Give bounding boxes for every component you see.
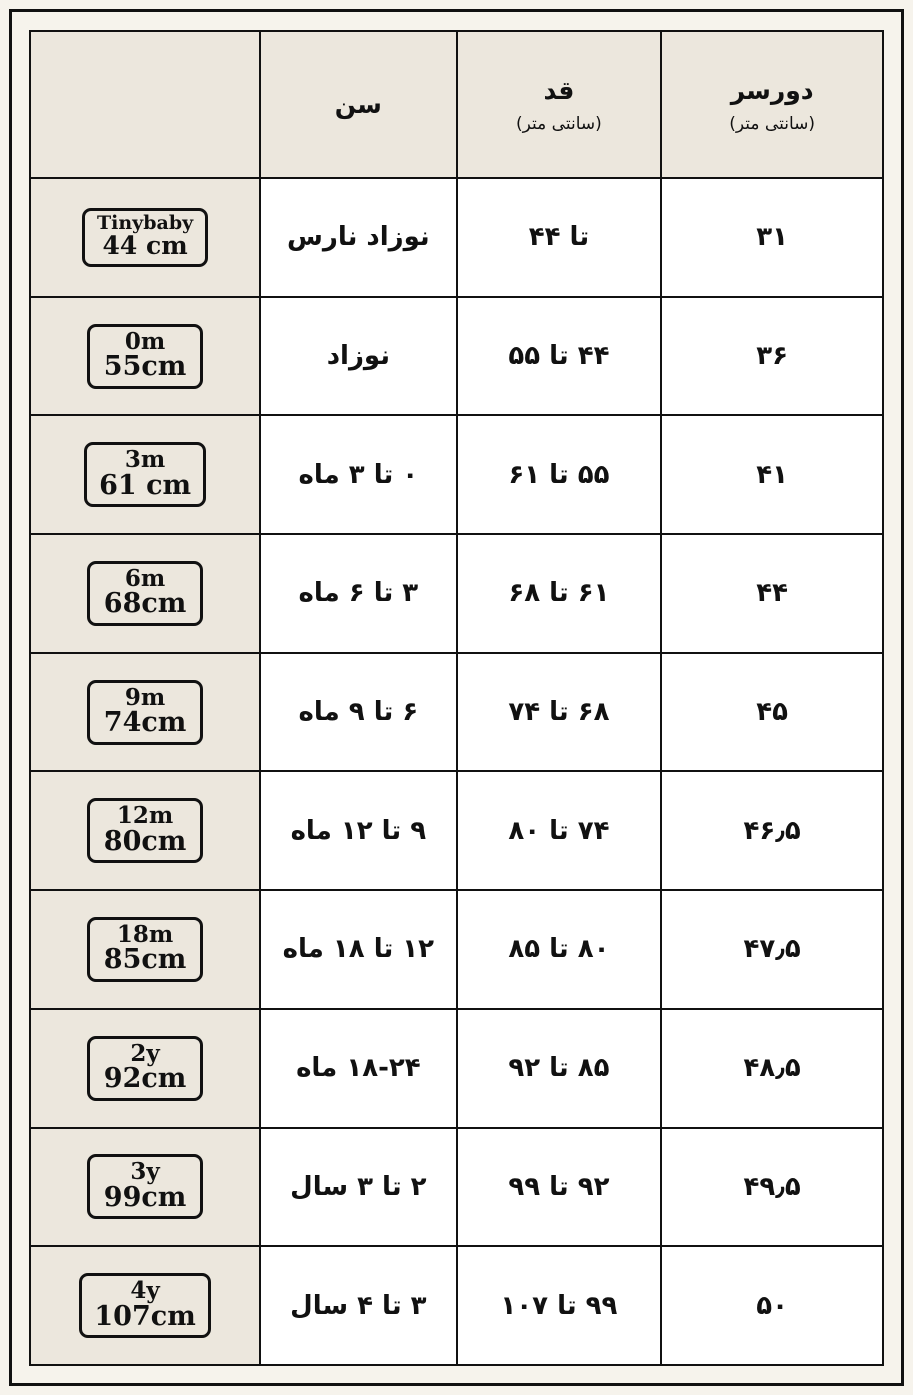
table-row [30,297,883,416]
cell-height: ۸۵ تا ۹۲ [457,1009,662,1128]
size-tag-badge [87,561,203,626]
size-tag-badge [87,324,203,389]
cell-age: ۱۸-۲۴ ماه [260,1009,456,1128]
size-tag-label: Tinybaby [97,211,194,234]
cell-size-tag [30,1009,260,1128]
cell-head-circumference: ۴۸٫۵ [661,1009,883,1128]
cell-height: تا ۴۴ [457,178,662,297]
column-header-head-circumference-title: دورسر [730,76,814,106]
cell-height: ۹۹ تا ۱۰۷ [457,1246,662,1365]
cell-head-circumference: ۳۶ [661,297,883,416]
table-row [30,1246,883,1365]
cell-head-circumference: ۵۰ [661,1246,883,1365]
cell-age: نوزاد [260,297,456,416]
size-tag-badge [87,917,203,982]
size-tag-label: 0m [124,327,166,355]
cell-age: ۰ تا ۳ ماه [260,415,456,534]
size-tag-label: 18m [116,920,174,948]
table-body [30,178,883,1365]
size-tag-value: 80cm [103,825,187,857]
column-header-height [457,31,662,178]
size-table [29,30,884,1366]
size-tag-badge [79,1273,210,1338]
size-tag-label: 12m [116,802,174,830]
cell-size-tag [30,890,260,1009]
cell-size-tag [30,1246,260,1365]
size-tag-value: 74cm [103,707,187,739]
size-tag-label: 9m [124,683,166,711]
column-header-size-tag [30,31,260,178]
cell-age: ۱۲ تا ۱۸ ماه [260,890,456,1009]
table-row [30,534,883,653]
cell-head-circumference: ۴۶٫۵ [661,771,883,890]
cell-size-tag [30,415,260,534]
cell-height: ۴۴ تا ۵۵ [457,297,662,416]
table-row [30,178,883,297]
cell-size-tag [30,653,260,772]
size-tag-badge [82,208,208,267]
column-header-head-circumference [661,31,883,178]
cell-head-circumference: ۴۱ [661,415,883,534]
cell-size-tag [30,1128,260,1247]
cell-age: نوزاد نارس [260,178,456,297]
size-tag-label: 3m [124,446,166,474]
table-header [30,31,883,178]
size-tag-value: 44 cm [102,231,188,261]
cell-head-circumference: ۳۱ [661,178,883,297]
column-header-height-unit: (سانتی متر) [516,113,602,134]
cell-size-tag [30,771,260,890]
cell-height: ۶۸ تا ۷۴ [457,653,662,772]
cell-head-circumference: ۴۷٫۵ [661,890,883,1009]
size-tag-badge [87,680,203,745]
size-tag-value: 68cm [103,588,187,620]
column-header-age [260,31,456,178]
header-row [30,31,883,178]
size-tag-label: 6m [124,564,166,592]
column-header-height-title: قد [543,76,575,106]
size-tag-badge [87,1036,203,1101]
table-row [30,890,883,1009]
size-tag-label: 2y [130,1039,160,1067]
table-row [30,1009,883,1128]
table-row [30,771,883,890]
column-header-age-title: سن [334,89,382,119]
table-row [30,415,883,534]
cell-age: ۳ تا ۶ ماه [260,534,456,653]
size-tag-value: 99cm [103,1181,187,1213]
cell-size-tag [30,534,260,653]
cell-height: ۹۲ تا ۹۹ [457,1128,662,1247]
size-tag-badge [87,1154,203,1219]
table-row [30,653,883,772]
cell-age: ۹ تا ۱۲ ماه [260,771,456,890]
cell-height: ۶۱ تا ۶۸ [457,534,662,653]
size-tag-badge [84,442,206,507]
column-header-head-circumference-unit: (سانتی متر) [729,113,816,134]
cell-head-circumference: ۴۴ [661,534,883,653]
table-container [12,12,901,1383]
size-tag-label: 3y [130,1158,160,1186]
cell-height: ۷۴ تا ۸۰ [457,771,662,890]
cell-height: ۵۵ تا ۶۱ [457,415,662,534]
cell-size-tag [30,178,260,297]
size-tag-value: 85cm [103,944,187,976]
size-tag-value: 92cm [103,1063,187,1095]
size-tag-value: 61 cm [99,469,192,501]
cell-age: ۲ تا ۳ سال [260,1128,456,1247]
cell-age: ۳ تا ۴ سال [260,1246,456,1365]
size-tag-value: 55cm [103,350,187,382]
cell-head-circumference: ۴۹٫۵ [661,1128,883,1247]
cell-age: ۶ تا ۹ ماه [260,653,456,772]
size-tag-badge [87,798,203,863]
size-tag-label: 4y [130,1277,160,1305]
cell-height: ۸۰ تا ۸۵ [457,890,662,1009]
cell-size-tag [30,297,260,416]
cell-head-circumference: ۴۵ [661,653,883,772]
table-row [30,1128,883,1247]
size-tag-value: 107cm [94,1300,196,1332]
